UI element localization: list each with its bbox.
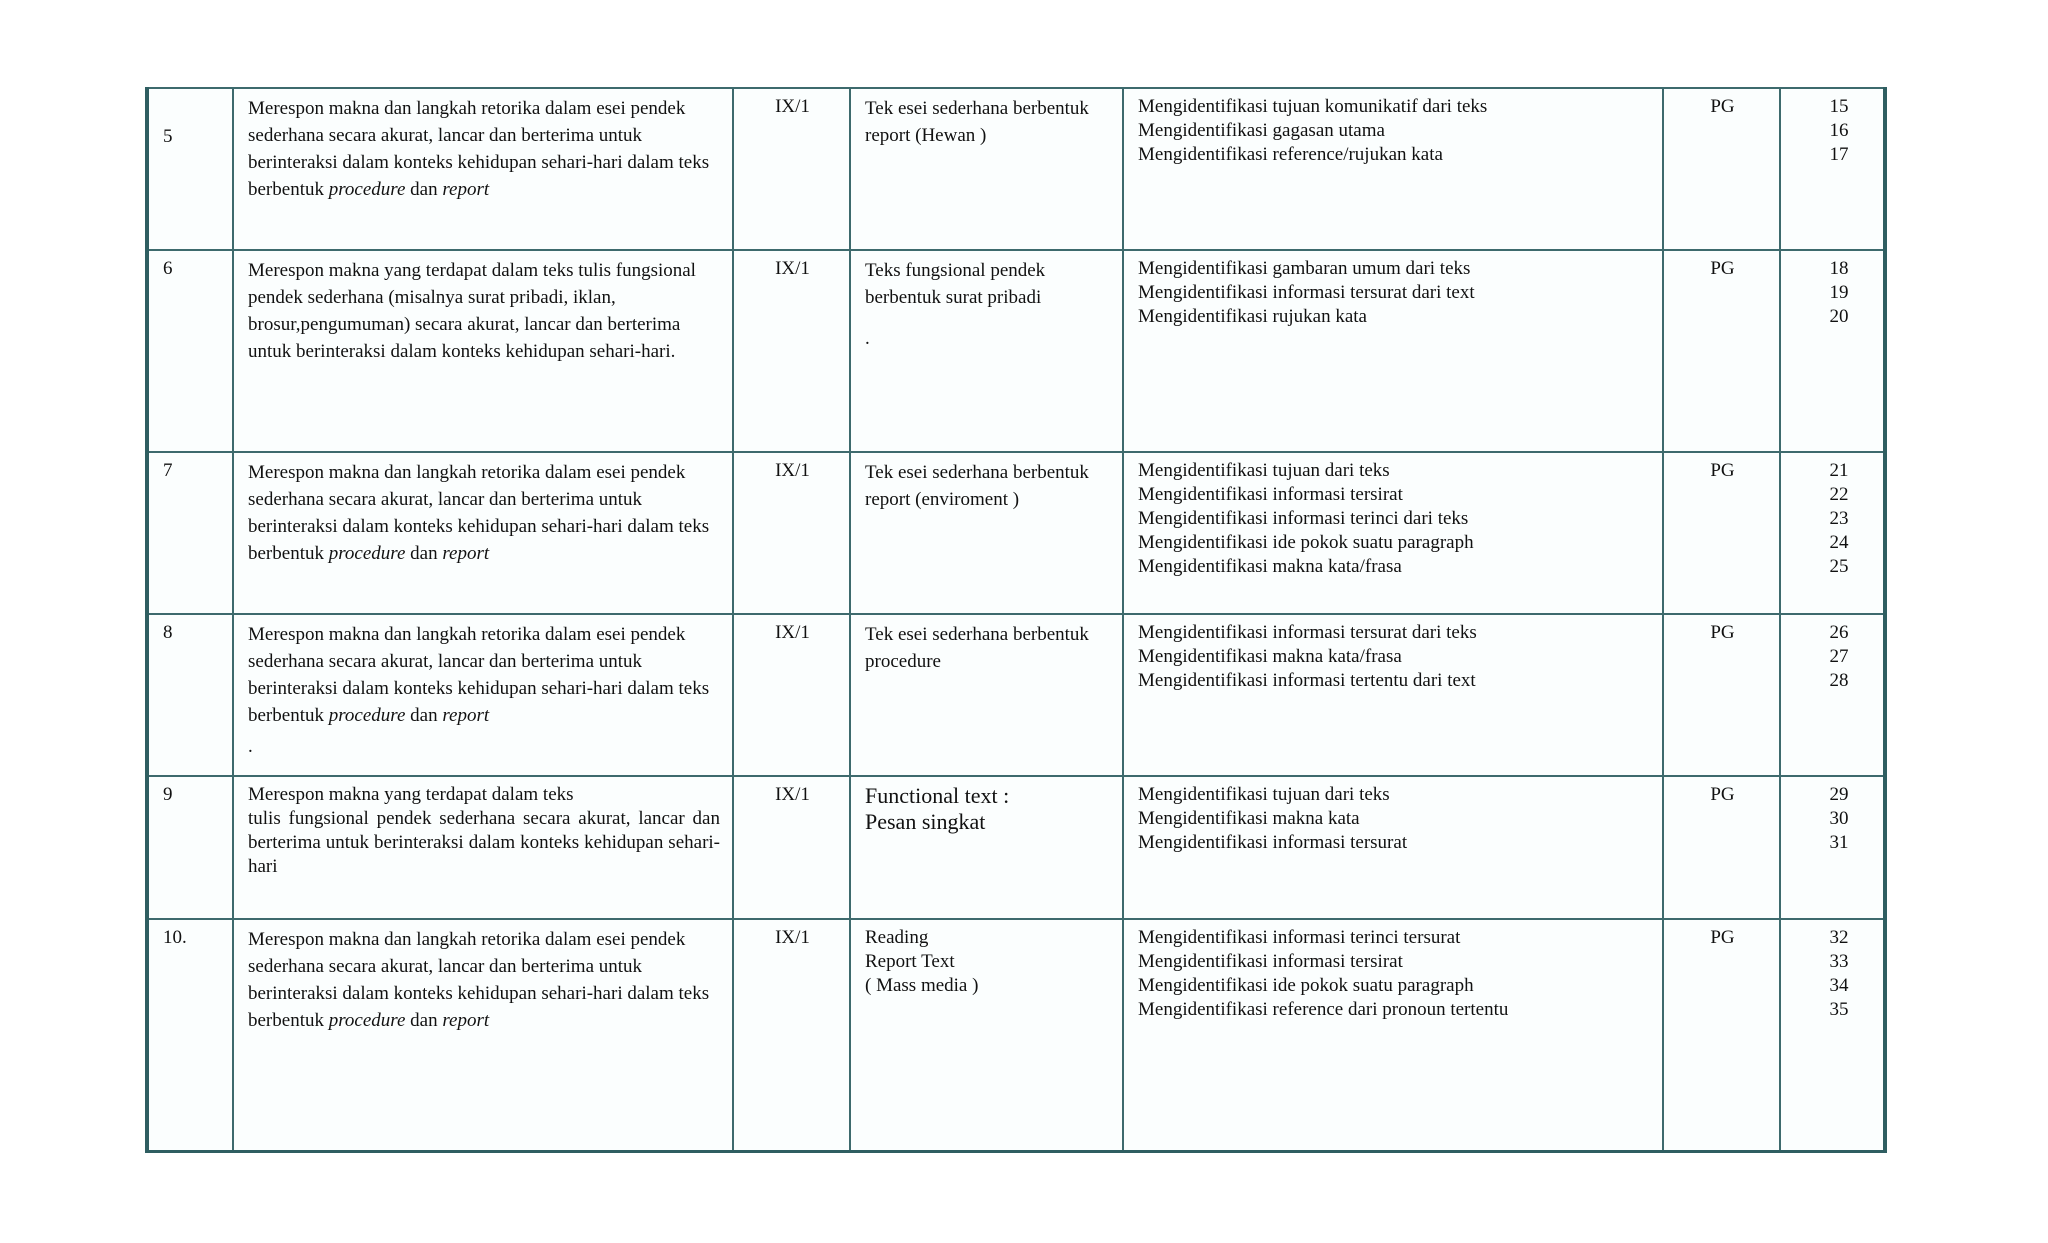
material-cell: Tek esei sederhana berbentuk procedure: [850, 614, 1123, 776]
table-row: [147, 88, 1885, 250]
question-numbers-cell: 32 33 34 35: [1780, 919, 1885, 1151]
competency-cell: Merespon makna dan langkah retorika dalam esei pendek sederhana secara akurat, lancar dan berterima untuk berinteraksi dalam konteks kehidupan sehari-hari dalam teks berbentuk procedure dan report: [233, 919, 733, 1151]
row-number: 5: [147, 88, 233, 250]
table-row: [147, 250, 1885, 452]
class-semester-cell: IX/1: [733, 919, 850, 1151]
question-numbers-cell: 18 19 20: [1780, 250, 1885, 452]
indicators-cell: Mengidentifikasi tujuan komunikatif dari teks Mengidentifikasi gagasan utama Mengidentifikasi reference/rujukan kata: [1123, 88, 1663, 250]
question-numbers-cell: 21 22 23 24 25: [1780, 452, 1885, 614]
material-cell: Tek esei sederhana berbentuk report (enviroment ): [850, 452, 1123, 614]
material-cell: Tek esei sederhana berbentuk report (Hewan ): [850, 88, 1123, 250]
row-number: 8: [147, 614, 233, 776]
question-form-cell: PG: [1663, 250, 1780, 452]
question-form-cell: PG: [1663, 88, 1780, 250]
question-numbers-cell: 29 30 31: [1780, 776, 1885, 919]
table-row: [147, 614, 1885, 776]
table-row: [147, 776, 1885, 919]
class-semester-cell: IX/1: [733, 88, 850, 250]
indicators-cell: Mengidentifikasi tujuan dari teks Mengidentifikasi makna kata Mengidentifikasi informasi tersurat: [1123, 776, 1663, 919]
material-cell: Functional text : Pesan singkat: [850, 776, 1123, 919]
question-form-cell: PG: [1663, 614, 1780, 776]
question-numbers-cell: 26 27 28: [1780, 614, 1885, 776]
indicators-cell: Mengidentifikasi informasi tersurat dari teks Mengidentifikasi makna kata/frasa Mengidentifikasi informasi tertentu dari text: [1123, 614, 1663, 776]
indicators-cell: Mengidentifikasi gambaran umum dari teks Mengidentifikasi informasi tersurat dari text Mengidentifikasi rujukan kata: [1123, 250, 1663, 452]
competency-cell: Merespon makna yang terdapat dalam teks tulis fungsional pendek sederhana secara akurat, lancar dan berterima untuk berinteraksi dalam konteks kehidupan sehari-hari: [233, 776, 733, 919]
question-form-cell: PG: [1663, 919, 1780, 1151]
indicators-cell: Mengidentifikasi tujuan dari teks Mengidentifikasi informasi tersirat Mengidentifikasi informasi terinci dari teks Mengidentifikasi ide pokok suatu paragraph Mengidentifikasi makna kata/frasa: [1123, 452, 1663, 614]
competency-cell: Merespon makna yang terdapat dalam teks tulis fungsional pendek sederhana (misalnya surat pribadi, iklan, brosur,pengumuman) secara akurat, lancar dan berterima untuk berinteraksi dalam konteks kehidupan sehari-hari.: [233, 250, 733, 452]
class-semester-cell: IX/1: [733, 776, 850, 919]
question-form-cell: PG: [1663, 776, 1780, 919]
class-semester-cell: IX/1: [733, 452, 850, 614]
question-form-cell: PG: [1663, 452, 1780, 614]
competency-cell: Merespon makna dan langkah retorika dalam esei pendek sederhana secara akurat, lancar dan berterima untuk berinteraksi dalam konteks kehidupan sehari-hari dalam teks berbentuk procedure dan report: [233, 452, 733, 614]
row-number: 9: [147, 776, 233, 919]
table-row: [147, 919, 1885, 1151]
row-number: 6: [147, 250, 233, 452]
question-grid-table: [145, 87, 1887, 1153]
row-number: 10.: [147, 919, 233, 1151]
material-cell: Teks fungsional pendek berbentuk surat pribadi .: [850, 250, 1123, 452]
material-cell: Reading Report Text ( Mass media ): [850, 919, 1123, 1151]
competency-cell: Merespon makna dan langkah retorika dalam esei pendek sederhana secara akurat, lancar dan berterima untuk berinteraksi dalam konteks kehidupan sehari-hari dalam teks berbentuk procedure dan report: [233, 88, 733, 250]
class-semester-cell: IX/1: [733, 250, 850, 452]
indicators-cell: Mengidentifikasi informasi terinci tersurat Mengidentifikasi informasi tersirat Mengidentifikasi ide pokok suatu paragraph Mengidentifikasi reference dari pronoun tertentu: [1123, 919, 1663, 1151]
competency-cell: Merespon makna dan langkah retorika dalam esei pendek sederhana secara akurat, lancar dan berterima untuk berinteraksi dalam konteks kehidupan sehari-hari dalam teks berbentuk procedure dan report .: [233, 614, 733, 776]
class-semester-cell: IX/1: [733, 614, 850, 776]
row-number: 7: [147, 452, 233, 614]
question-numbers-cell: 15 16 17: [1780, 88, 1885, 250]
table-row: [147, 452, 1885, 614]
